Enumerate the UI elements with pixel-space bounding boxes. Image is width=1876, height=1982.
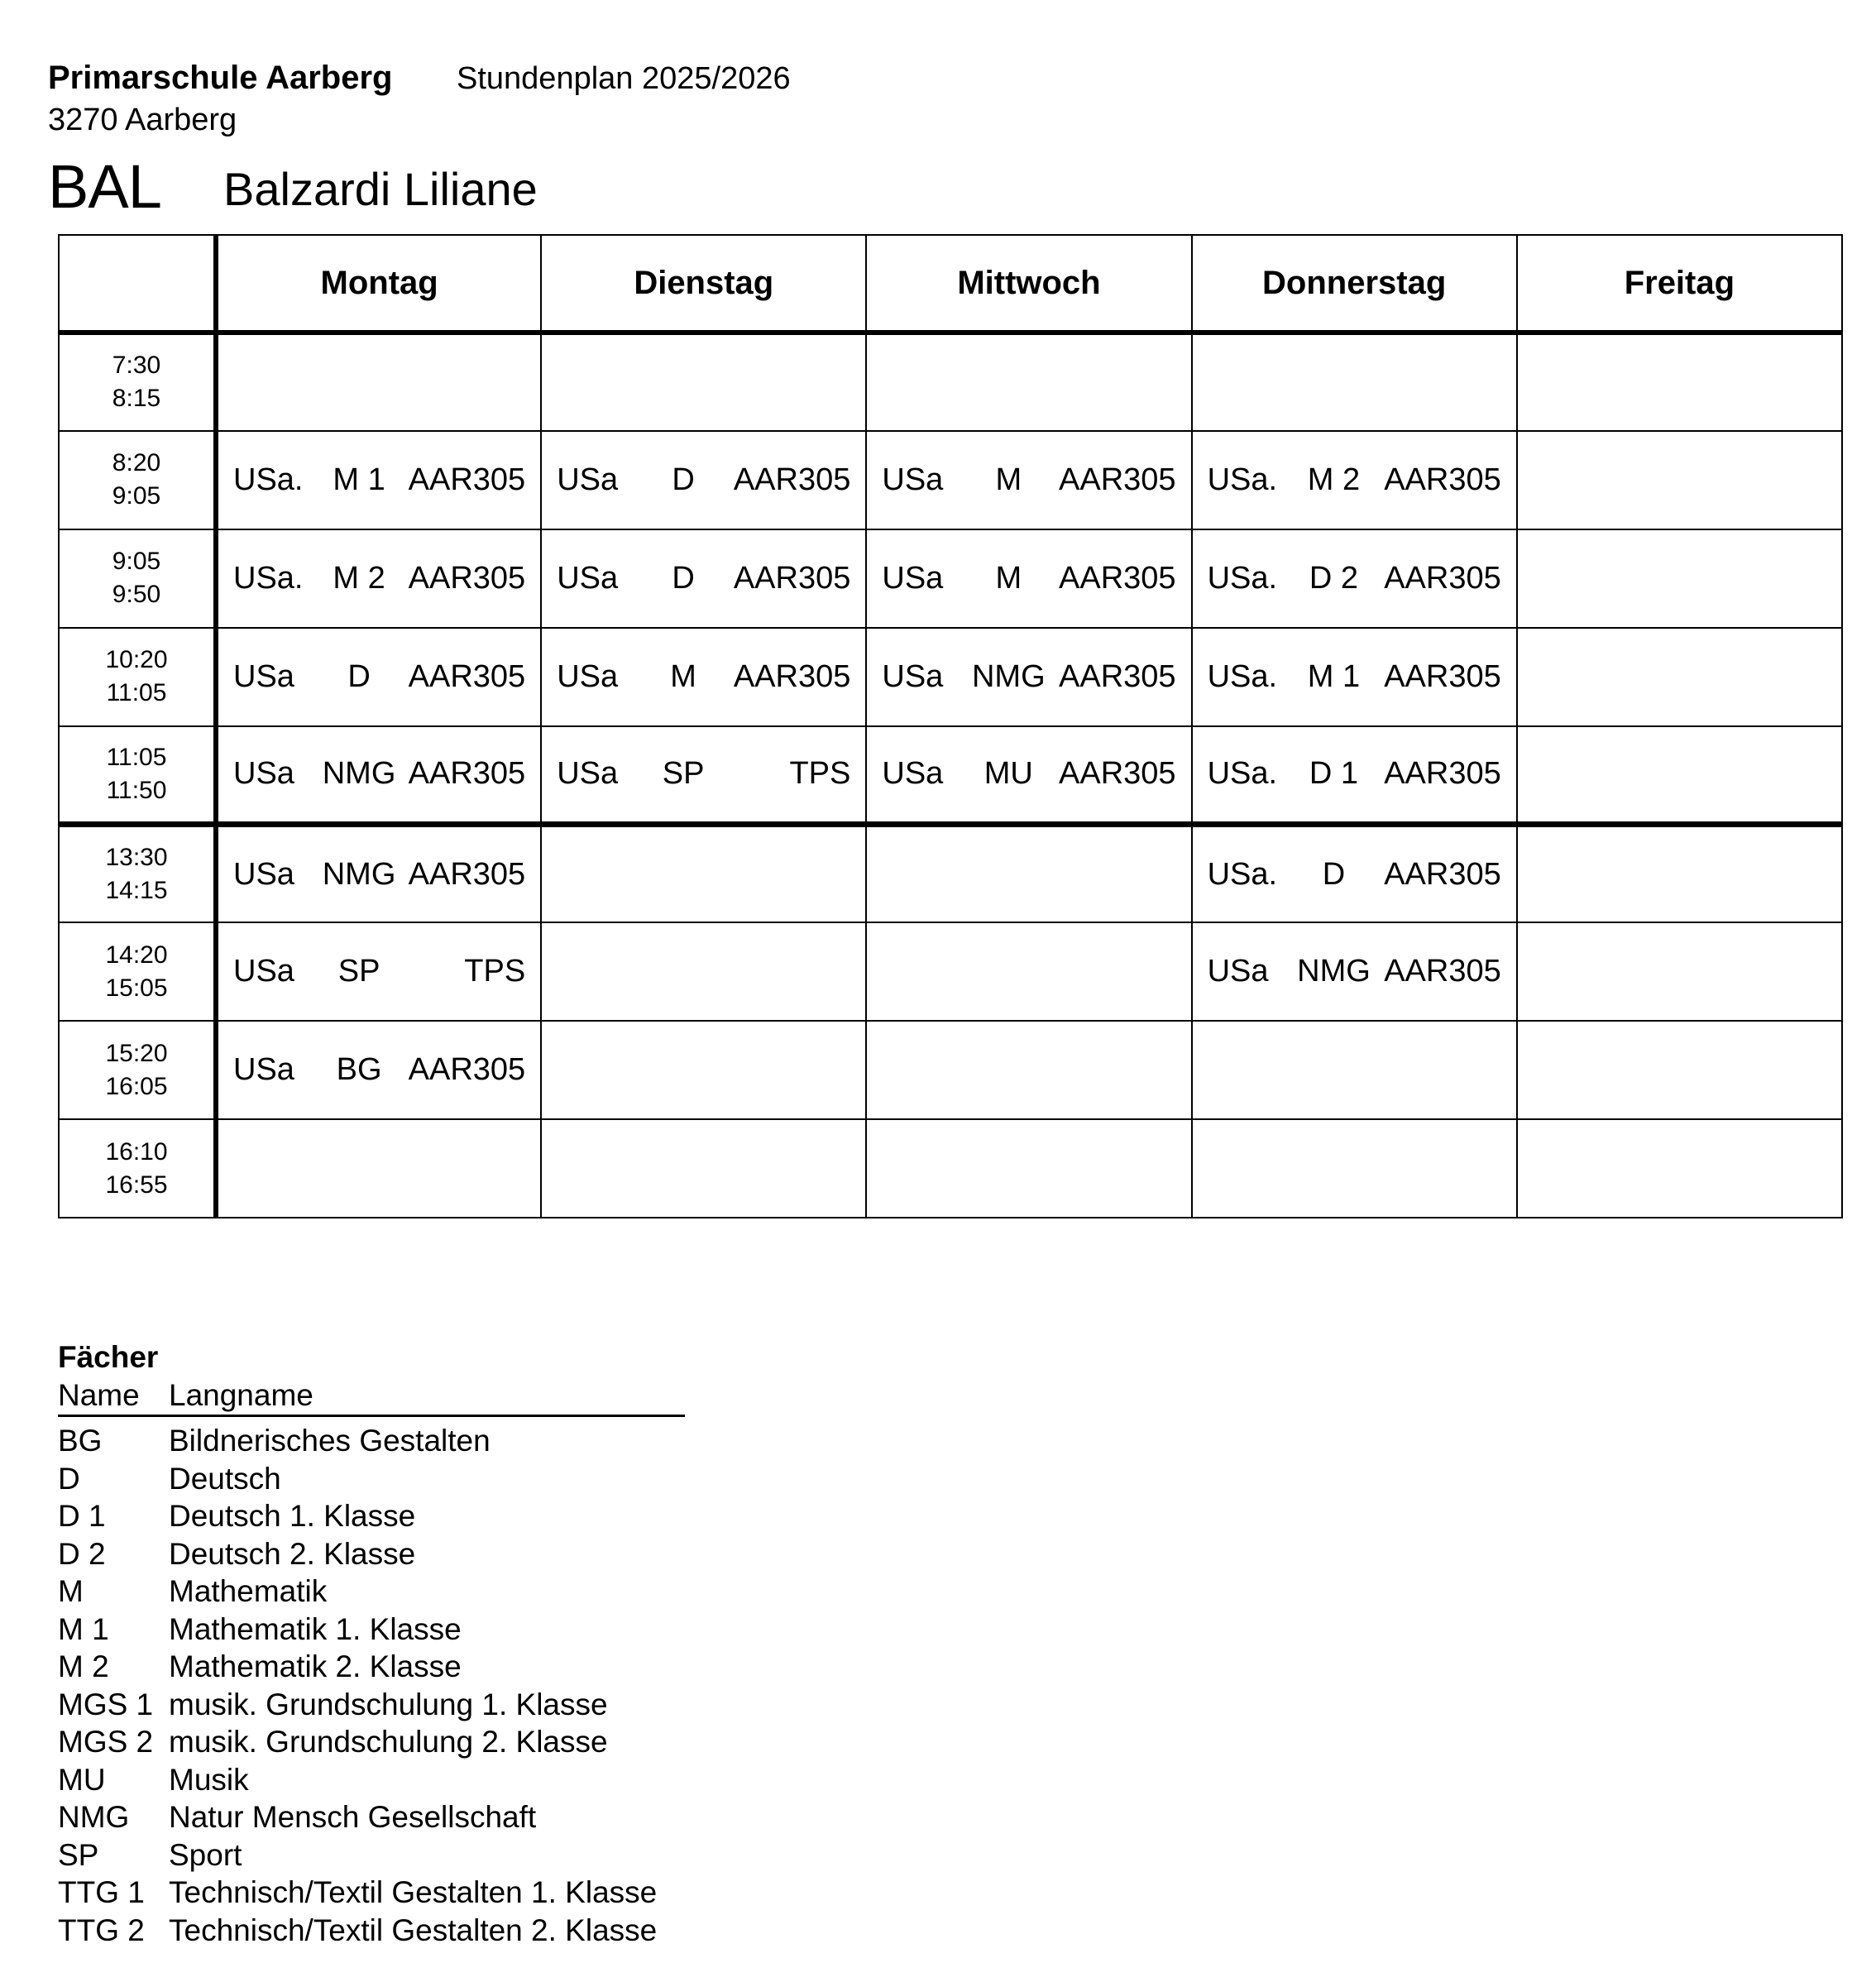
lesson-class: USa	[557, 462, 619, 497]
subject-code: M 2	[58, 1649, 109, 1683]
lesson-room: AAR305	[1384, 658, 1501, 694]
lesson-class: USa	[557, 658, 619, 694]
legend-rows	[58, 1422, 685, 1949]
lesson-cell	[1192, 628, 1517, 726]
lesson-class: USa	[882, 462, 944, 497]
subject-code: TTG 2	[58, 1913, 145, 1947]
lesson-cell	[866, 726, 1191, 825]
lesson	[542, 561, 865, 596]
empty-cell	[866, 922, 1191, 1021]
lesson	[1193, 954, 1516, 989]
lesson-subject: D	[672, 462, 695, 497]
empty-cell	[1517, 431, 1842, 529]
lesson-cell	[216, 628, 541, 726]
subject-longname: Deutsch 2. Klasse	[169, 1536, 416, 1571]
legend-row	[58, 1836, 685, 1874]
lesson-cell	[216, 726, 541, 825]
legend-row	[58, 1573, 685, 1611]
period-time	[59, 431, 216, 529]
lesson	[1193, 756, 1516, 792]
lesson-subject: M 1	[1307, 658, 1361, 694]
period-row	[59, 1021, 1842, 1119]
lesson-class: USa	[233, 756, 294, 792]
period-start: 15:20	[105, 1039, 168, 1067]
empty-cell	[541, 922, 866, 1021]
legend-col-name: Name	[58, 1378, 140, 1412]
lesson-room: AAR305	[1059, 756, 1176, 792]
lesson-subject: M 1	[333, 462, 385, 497]
lesson-cell	[216, 529, 541, 628]
legend-row	[58, 1497, 685, 1535]
period-end: 11:05	[106, 679, 167, 707]
lesson-cell	[1192, 529, 1517, 628]
period-end: 15:05	[105, 974, 168, 1002]
period-start: 9:05	[112, 548, 161, 576]
day-header: Montag	[216, 235, 541, 333]
lesson-subject: D	[1322, 856, 1346, 892]
lesson-subject: MU	[983, 756, 1033, 792]
subject-code: D 2	[58, 1536, 106, 1571]
empty-cell	[1517, 529, 1842, 628]
lesson-cell	[1192, 726, 1517, 825]
empty-cell	[541, 1119, 866, 1218]
subject-code: M	[58, 1574, 84, 1608]
lesson-subject: NMG	[1297, 954, 1371, 989]
lesson-cell	[216, 1021, 541, 1119]
lesson-room: AAR305	[408, 1052, 526, 1088]
day-header: Mittwoch	[866, 235, 1191, 333]
period-end: 9:50	[112, 581, 161, 609]
empty-cell	[1517, 824, 1842, 922]
legend-row	[58, 1535, 685, 1573]
period-end: 16:55	[105, 1171, 168, 1199]
period-row	[59, 431, 1842, 529]
period-end: 14:15	[105, 877, 168, 905]
subject-longname: musik. Grundschulung 1. Klasse	[169, 1687, 608, 1721]
empty-cell	[866, 824, 1191, 922]
lesson-room: AAR305	[408, 756, 526, 792]
subject-code: SP	[58, 1837, 99, 1872]
period-time	[59, 726, 216, 825]
lesson-subject: M 2	[1307, 462, 1361, 497]
empty-cell	[541, 1021, 866, 1119]
subject-longname: Bildnerisches Gestalten	[169, 1424, 491, 1458]
period-row	[59, 529, 1842, 628]
school-name: Primarschule Aarberg	[48, 60, 393, 96]
period-end: 8:15	[112, 385, 161, 413]
legend-col-longname: Langname	[169, 1378, 313, 1412]
subject-longname: Natur Mensch Gesellschaft	[169, 1800, 537, 1834]
empty-cell	[1192, 1119, 1517, 1218]
lesson-subject: SP	[337, 954, 380, 989]
empty-cell	[216, 333, 541, 431]
lesson-class: USa	[882, 560, 944, 596]
legend-row	[58, 1761, 685, 1799]
lesson	[542, 462, 865, 498]
lesson	[218, 954, 540, 989]
subject-code: MGS 2	[58, 1725, 154, 1759]
lesson-class: USa	[233, 1052, 294, 1088]
lesson	[867, 756, 1190, 792]
empty-cell	[1192, 333, 1517, 431]
subject-longname: Sport	[169, 1837, 242, 1872]
legend-row	[58, 1798, 685, 1836]
subject-legend	[58, 1340, 685, 1949]
subject-longname: Technisch/Textil Gestalten 2. Klasse	[169, 1913, 658, 1947]
lesson	[218, 756, 540, 792]
lesson	[218, 659, 540, 695]
legend-title: Fächer	[58, 1340, 159, 1374]
timetable-body	[59, 333, 1842, 1218]
empty-cell	[1517, 726, 1842, 825]
subject-code: MGS 1	[58, 1687, 154, 1721]
lesson	[218, 561, 540, 596]
lesson-room: AAR305	[1384, 756, 1501, 792]
lesson-cell	[541, 431, 866, 529]
period-end: 11:50	[106, 776, 167, 804]
empty-cell	[1517, 333, 1842, 431]
subject-longname: Mathematik 1. Klasse	[169, 1611, 462, 1646]
lesson-cell	[1192, 922, 1517, 1021]
lesson-class: USa	[882, 756, 944, 792]
legend-row	[58, 1912, 685, 1950]
lesson-class: USa.	[1207, 856, 1278, 892]
lesson-class: USa	[1207, 954, 1269, 989]
lesson-class: USa	[233, 856, 294, 892]
period-start: 8:20	[112, 449, 161, 477]
lesson-class: USa.	[1207, 658, 1278, 694]
legend-row	[58, 1648, 685, 1686]
lesson-subject: BG	[336, 1052, 382, 1088]
corner-cell	[59, 235, 216, 333]
lesson-room: AAR305	[1059, 560, 1176, 596]
lesson	[218, 857, 540, 893]
lesson	[218, 1052, 540, 1088]
lesson-room: AAR305	[733, 658, 851, 694]
lesson-cell	[216, 922, 541, 1021]
lesson-room: AAR305	[1384, 954, 1501, 989]
period-row	[59, 726, 1842, 825]
lesson-cell	[541, 628, 866, 726]
empty-cell	[541, 824, 866, 922]
empty-cell	[216, 1119, 541, 1218]
lesson-cell	[866, 529, 1191, 628]
lesson-subject: D 2	[1309, 560, 1359, 596]
lesson-class: USa	[233, 954, 294, 989]
subject-code: BG	[58, 1424, 103, 1458]
lesson-room: AAR305	[408, 658, 526, 694]
timetable	[58, 234, 1843, 1218]
lesson-room: AAR305	[1059, 658, 1176, 694]
lesson-room: AAR305	[408, 856, 526, 892]
period-start: 16:10	[105, 1137, 168, 1166]
document-title: Stundenplan 2025/2026	[457, 61, 791, 96]
school-address: 3270 Aarberg	[48, 103, 237, 137]
lesson-cell	[1192, 431, 1517, 529]
lesson-room: AAR305	[733, 560, 851, 596]
subject-longname: Technisch/Textil Gestalten 1. Klasse	[169, 1875, 658, 1909]
lesson-cell	[216, 431, 541, 529]
period-time	[59, 1119, 216, 1218]
period-time	[59, 333, 216, 431]
lesson-room: TPS	[464, 954, 526, 989]
legend-header	[58, 1378, 685, 1417]
subject-code: MU	[58, 1762, 106, 1797]
empty-cell	[866, 1119, 1191, 1218]
period-start: 10:20	[105, 646, 168, 674]
subject-longname: Deutsch 1. Klasse	[169, 1499, 416, 1533]
period-time	[59, 628, 216, 726]
subject-code: NMG	[58, 1800, 130, 1834]
subject-longname: Musik	[169, 1762, 249, 1797]
lesson-subject: NMG	[322, 856, 396, 892]
empty-cell	[541, 333, 866, 431]
subject-longname: Mathematik	[169, 1574, 328, 1608]
lesson-cell	[1192, 824, 1517, 922]
legend-row	[58, 1422, 685, 1460]
teacher-code: BAL	[48, 152, 161, 221]
lesson-subject: M	[995, 462, 1022, 497]
lesson-subject: D	[347, 658, 371, 694]
period-time	[59, 529, 216, 628]
period-time	[59, 824, 216, 922]
subject-code: M 1	[58, 1611, 109, 1646]
legend-row	[58, 1874, 685, 1912]
lesson-subject: D	[672, 560, 695, 596]
lesson-class: USa	[557, 560, 619, 596]
subject-code: D 1	[58, 1499, 106, 1533]
lesson-class: USa.	[1207, 462, 1278, 497]
subject-longname: musik. Grundschulung 2. Klasse	[169, 1725, 608, 1759]
period-start: 7:30	[112, 352, 161, 380]
period-row	[59, 333, 1842, 431]
subject-longname: Deutsch	[169, 1461, 281, 1496]
day-header: Dienstag	[541, 235, 866, 333]
period-end: 9:05	[112, 482, 161, 510]
lesson	[542, 659, 865, 695]
period-row	[59, 1119, 1842, 1218]
lesson-class: USa	[557, 756, 619, 792]
empty-cell	[866, 1021, 1191, 1119]
lesson-class: USa.	[1207, 756, 1278, 792]
lesson-subject: D 1	[1309, 756, 1359, 792]
lesson	[867, 659, 1190, 695]
period-time	[59, 922, 216, 1021]
empty-cell	[1192, 1021, 1517, 1119]
lesson-subject: SP	[662, 756, 705, 792]
lesson-room: AAR305	[1059, 462, 1176, 497]
teacher-name: Balzardi Liliane	[223, 163, 538, 215]
lesson	[542, 756, 865, 792]
lesson-room: AAR305	[1384, 462, 1501, 497]
lesson-room: AAR305	[733, 462, 851, 497]
empty-cell	[1517, 922, 1842, 1021]
lesson-class: USa	[882, 658, 944, 694]
lesson-class: USa.	[233, 462, 304, 497]
lesson	[1193, 462, 1516, 498]
lesson	[1193, 857, 1516, 893]
legend-row	[58, 1611, 685, 1649]
timetable-header-row	[59, 235, 1842, 333]
lesson-room: AAR305	[1384, 856, 1501, 892]
subject-longname: Mathematik 2. Klasse	[169, 1649, 462, 1683]
legend-row	[58, 1460, 685, 1498]
period-start: 13:30	[105, 844, 168, 872]
empty-cell	[1517, 1021, 1842, 1119]
lesson-subject: M 2	[333, 560, 385, 596]
period-row	[59, 824, 1842, 922]
period-end: 16:05	[105, 1072, 168, 1100]
lesson-subject: NMG	[971, 658, 1046, 694]
lesson-room: AAR305	[408, 560, 526, 596]
lesson	[867, 462, 1190, 498]
lesson-cell	[866, 431, 1191, 529]
lesson-class: USa.	[233, 560, 304, 596]
lesson	[1193, 659, 1516, 695]
lesson-cell	[216, 824, 541, 922]
subject-code: TTG 1	[58, 1875, 145, 1909]
empty-cell	[866, 333, 1191, 431]
lesson	[1193, 561, 1516, 596]
lesson-cell	[866, 628, 1191, 726]
empty-cell	[1517, 628, 1842, 726]
lesson-subject: M	[670, 658, 696, 694]
lesson-cell	[541, 529, 866, 628]
lesson-class: USa.	[1207, 560, 1278, 596]
period-time	[59, 1021, 216, 1119]
period-row	[59, 922, 1842, 1021]
lesson-room: AAR305	[1384, 560, 1501, 596]
period-start: 11:05	[106, 743, 167, 771]
legend-row	[58, 1723, 685, 1761]
day-header: Donnerstag	[1192, 235, 1517, 333]
day-header: Freitag	[1517, 235, 1842, 333]
period-start: 14:20	[105, 941, 168, 969]
lesson	[867, 561, 1190, 596]
empty-cell	[1517, 1119, 1842, 1218]
lesson-cell	[541, 726, 866, 825]
lesson-room: TPS	[789, 756, 851, 792]
lesson-subject: NMG	[322, 756, 396, 792]
period-row	[59, 628, 1842, 726]
subject-code: D	[58, 1461, 80, 1496]
lesson-room: AAR305	[408, 462, 526, 497]
lesson-class: USa	[233, 658, 294, 694]
lesson	[218, 462, 540, 498]
legend-row	[58, 1686, 685, 1724]
lesson-subject: M	[995, 560, 1022, 596]
